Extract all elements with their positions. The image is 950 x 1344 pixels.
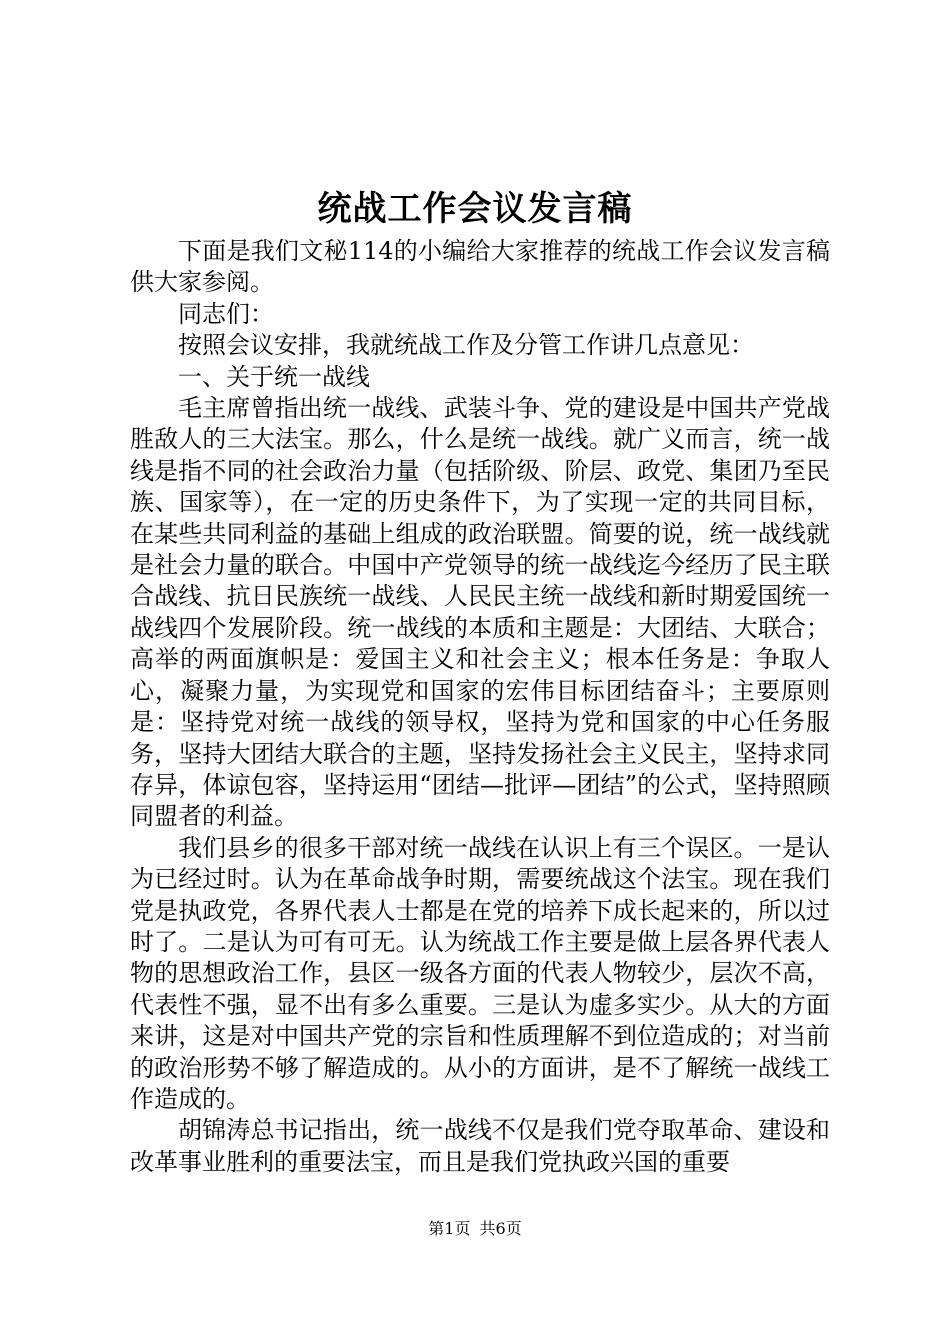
- page-footer: [0, 1216, 950, 1239]
- paragraph-salutation: 同志们：: [178, 299, 274, 328]
- document-title: 统战工作会议发言稿: [317, 189, 633, 229]
- paragraph-misconceptions: 我们县乡的很多干部对统一战线在认识上有三个误区。一是认为已经过时。认为在革命战争时期，需要统战这个法宝。现在我们党是执政党，各界代表人士都是在党的培养下成长起来的，所以过时了。二是认为可有可无。认为统战工作主要是做上层各界代表人物的思想政治工作，县区一级各方面的代表人物较少，层次不高，代表性不强，显不出有多么重要。三是认为虚多实少。从大的方面来讲，这是对中国共产党的宗旨和性质理解不到位造成的；对当前的政治形势不够了解造成的。从小的方面讲，是不了解统一战线工作造成的。: [130, 833, 830, 1113]
- paragraph-hu-jintao: 胡锦涛总书记指出，统一战线不仅是我们党夺取革命、建设和改革事业胜利的重要法宝，而且是我们党执政兴国的重要: [130, 1116, 830, 1176]
- paragraph-opening: 按照会议安排，我就统战工作及分管工作讲几点意见：: [178, 331, 754, 360]
- page-total: 共6页: [479, 1219, 522, 1238]
- document-body: [130, 236, 830, 1178]
- paragraph-intro: 下面是我们文秘114的小编给大家推荐的统战工作会议发言稿供大家参阅。: [130, 237, 830, 297]
- paragraph-united-front: 毛主席曾指出统一战线、武装斗争、党的建设是中国共产党战胜敌人的三大法宝。那么，什么是统一战线。就广义而言，统一战线是指不同的社会政治力量（包括阶级、阶层、政党、集团乃至民族、国家等），在一定的历史条件下，为了实现一定的共同目标，在某些共同利益的基础上组成的政治联盟。简要的说，统一战线就是社会力量的联合。中国中产党领导的统一战线迄今经历了民主联合战线、抗日民族统一战线、人民民主统一战线和新时期爱国统一战线四个发展阶段。统一战线的本质和主题是：大团结、大联合；高举的两面旗帜是：爱国主义和社会主义；根本任务是：争取人心，凝聚力量，为实现党和国家的宏伟目标团结奋斗；主要原则是：坚持党对统一战线的领导权，坚持为党和国家的中心任务服务，坚持大团结大联合的主题，坚持发扬社会主义民主，坚持求同存异，体谅包容，坚持运用“团结—批评—团结”的公式，坚持照顾同盟者的利益。: [130, 394, 830, 831]
- page-number: 第1页: [428, 1219, 471, 1238]
- section-heading: 一、关于统一战线: [178, 362, 370, 391]
